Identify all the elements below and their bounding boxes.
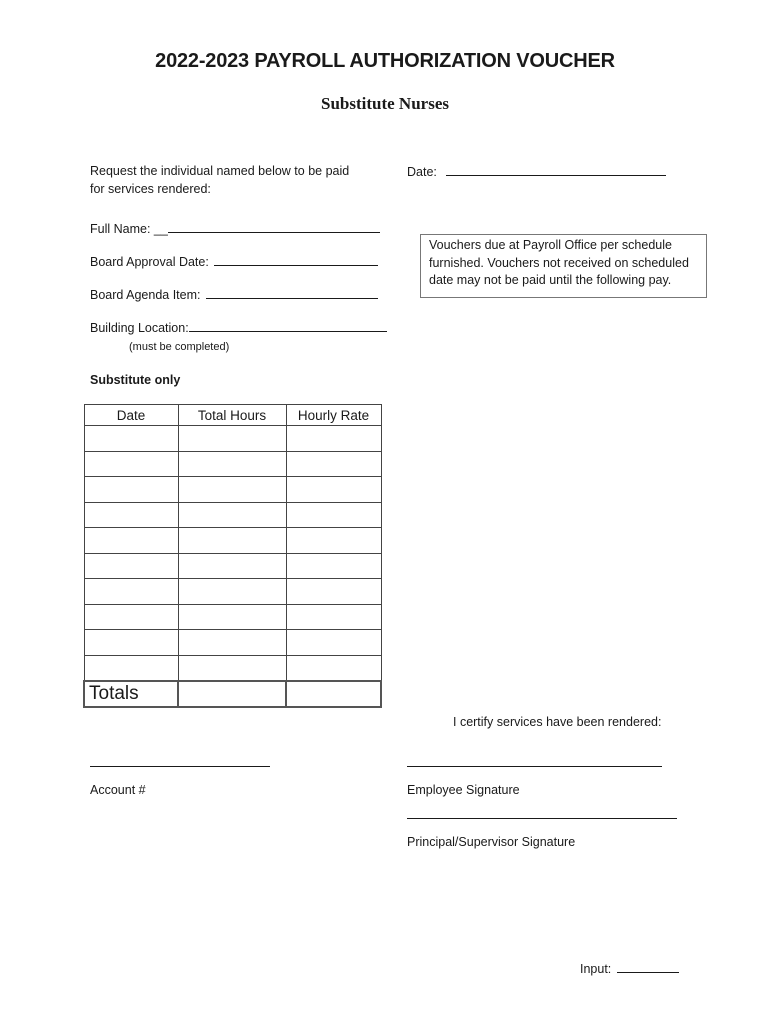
- total-hours-cell[interactable]: [178, 604, 286, 630]
- hourly-rate-cell[interactable]: [286, 477, 381, 503]
- totals-rate-cell[interactable]: [286, 681, 381, 707]
- notice-line-3: date may not be paid until the following pay.: [429, 273, 672, 287]
- column-header-date: Date: [84, 405, 178, 426]
- principal-signature-line[interactable]: [407, 818, 677, 819]
- certify-text: I certify services have been rendered:: [453, 715, 662, 729]
- full-name-blank[interactable]: [168, 221, 380, 233]
- building-location-label: Building Location:: [90, 321, 189, 335]
- totals-row: [84, 681, 381, 707]
- date-label: Date:: [407, 165, 437, 179]
- total-hours-cell[interactable]: [178, 477, 286, 503]
- input-blank[interactable]: [617, 961, 679, 973]
- date-blank[interactable]: [446, 164, 666, 176]
- request-line-2: for services rendered:: [90, 182, 211, 196]
- full-name-label: Full Name: __: [90, 222, 168, 236]
- hourly-rate-cell[interactable]: [286, 604, 381, 630]
- employee-signature-line[interactable]: [407, 766, 662, 767]
- page-subtitle: Substitute Nurses: [321, 94, 449, 113]
- account-label: Account #: [90, 783, 146, 797]
- hourly-rate-cell[interactable]: [286, 426, 381, 452]
- board-approval-blank[interactable]: [214, 254, 378, 266]
- table-row: [84, 553, 381, 579]
- account-signature-line[interactable]: [90, 766, 270, 767]
- hourly-rate-cell[interactable]: [286, 630, 381, 656]
- board-agenda-label: Board Agenda Item:: [90, 288, 201, 302]
- column-header-total-hours: Total Hours: [178, 405, 286, 426]
- table-row: [84, 426, 381, 452]
- date-field[interactable]: [407, 164, 666, 179]
- hourly-rate-cell[interactable]: [286, 451, 381, 477]
- notice-line-1: Vouchers due at Payroll Office per schedule: [429, 238, 672, 252]
- date-cell[interactable]: [84, 579, 178, 605]
- building-location-field[interactable]: [90, 320, 387, 335]
- date-cell[interactable]: [84, 655, 178, 681]
- input-field[interactable]: [580, 961, 679, 976]
- hours-table: [83, 404, 382, 708]
- board-approval-field[interactable]: [90, 254, 378, 269]
- input-label: Input:: [580, 962, 612, 976]
- principal-signature-label: Principal/Supervisor Signature: [407, 835, 576, 849]
- totals-hours-cell[interactable]: [178, 681, 286, 707]
- employee-signature-label: Employee Signature: [407, 783, 520, 797]
- notice-line-2: furnished. Vouchers not received on scheduled: [429, 255, 689, 270]
- total-hours-cell[interactable]: [178, 579, 286, 605]
- total-hours-cell[interactable]: [178, 630, 286, 656]
- table-row: [84, 477, 381, 503]
- total-hours-cell[interactable]: [178, 451, 286, 477]
- board-approval-label: Board Approval Date:: [90, 255, 209, 269]
- hourly-rate-cell[interactable]: [286, 502, 381, 528]
- date-cell[interactable]: [84, 528, 178, 554]
- hourly-rate-cell[interactable]: [286, 579, 381, 605]
- date-cell[interactable]: [84, 553, 178, 579]
- date-cell[interactable]: [84, 604, 178, 630]
- date-cell[interactable]: [84, 426, 178, 452]
- column-header-hourly-rate: Hourly Rate: [286, 405, 381, 426]
- totals-label: Totals: [84, 681, 178, 707]
- total-hours-cell[interactable]: [178, 502, 286, 528]
- table-row: [84, 502, 381, 528]
- board-agenda-blank[interactable]: [206, 287, 378, 299]
- building-location-blank[interactable]: [189, 320, 387, 332]
- total-hours-cell[interactable]: [178, 426, 286, 452]
- table-row: [84, 655, 381, 681]
- hourly-rate-cell[interactable]: [286, 528, 381, 554]
- date-cell[interactable]: [84, 477, 178, 503]
- date-cell[interactable]: [84, 502, 178, 528]
- table-header-row: [84, 405, 381, 426]
- full-name-field[interactable]: [90, 221, 380, 236]
- table-row: [84, 451, 381, 477]
- table-row: [84, 579, 381, 605]
- hourly-rate-cell[interactable]: [286, 553, 381, 579]
- table-row: [84, 604, 381, 630]
- table-row: [84, 528, 381, 554]
- page-title: 2022-2023 PAYROLL AUTHORIZATION VOUCHER: [155, 50, 615, 72]
- request-line-1: Request the individual named below to be paid: [90, 164, 350, 178]
- date-cell[interactable]: [84, 451, 178, 477]
- hourly-rate-cell[interactable]: [286, 655, 381, 681]
- table-row: [84, 630, 381, 656]
- total-hours-cell[interactable]: [178, 553, 286, 579]
- voucher-notice-box: [420, 234, 707, 298]
- board-agenda-field[interactable]: [90, 287, 378, 302]
- substitute-only-heading: Substitute only: [90, 373, 181, 387]
- total-hours-cell[interactable]: [178, 528, 286, 554]
- must-be-completed-note: (must be completed): [129, 341, 230, 353]
- date-cell[interactable]: [84, 630, 178, 656]
- total-hours-cell[interactable]: [178, 655, 286, 681]
